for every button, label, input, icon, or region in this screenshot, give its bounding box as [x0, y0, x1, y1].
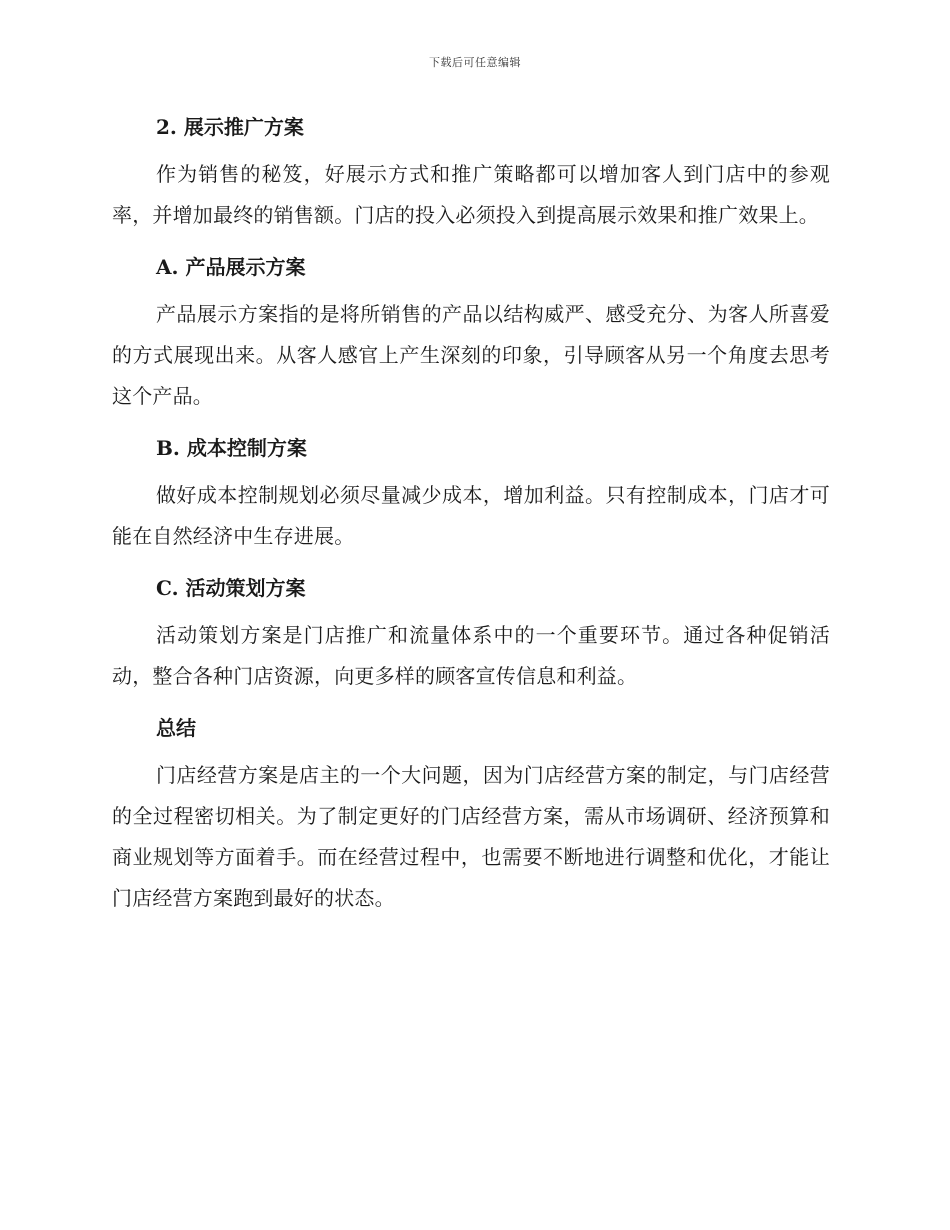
section-paragraph-event-planning: 活动策划方案是门店推广和流量体系中的一个重要环节。通过各种促销活动，整合各种门店资源，向更多样的顾客宣传信息和利益。: [112, 623, 830, 688]
section-paragraph-promotion-plan: 作为销售的秘笈，好展示方式和推广策略都可以增加客人到门店中的参观率，并增加最终的销售额。门店的投入必须投入到提高展示效果和推广效果上。: [112, 162, 830, 227]
page-header: 下载后可任意编辑: [429, 56, 521, 69]
section-heading-product-display: A. 产品展示方案: [156, 255, 306, 279]
section-heading-cost-control: B. 成本控制方案: [156, 436, 307, 460]
section-heading-summary: 总结: [156, 716, 196, 740]
document-body: [112, 108, 830, 931]
section-heading-event-planning: C. 活动策划方案: [156, 576, 306, 600]
section-paragraph-cost-control: 做好成本控制规划必须尽量减少成本，增加利益。只有控制成本，门店才可能在自然经济中生存进展。: [112, 483, 830, 548]
section-paragraph-product-display: 产品展示方案指的是将所销售的产品以结构威严、感受充分、为客人所喜爱的方式展现出来。从客人感官上产生深刻的印象，引导顾客从另一个角度去思考这个产品。: [112, 302, 830, 408]
section-paragraph-summary: 门店经营方案是店主的一个大问题，因为门店经营方案的制定，与门店经营的全过程密切相关。为了制定更好的门店经营方案，需从市场调研、经济预算和商业规划等方面着手。而在经营过程中，也需要不断地进行调整和优化，才能让门店经营方案跑到最好的状态。: [112, 763, 830, 910]
section-heading-promotion-plan: 2. 展示推广方案: [156, 115, 304, 139]
